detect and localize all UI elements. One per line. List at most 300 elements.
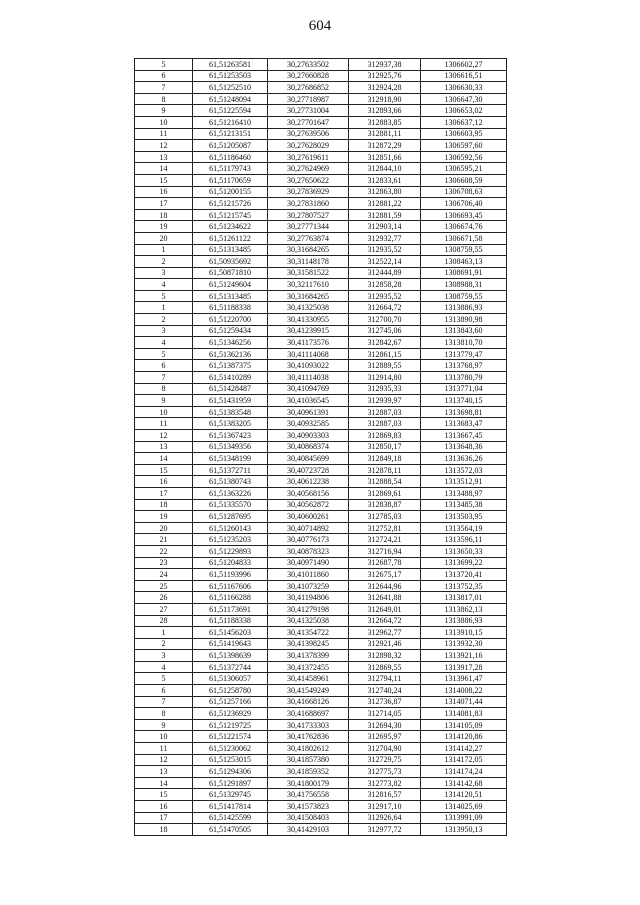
- point-number-cell: 4: [135, 337, 193, 349]
- point-number-cell: 15: [135, 789, 193, 801]
- x-coordinate-cell: 312700,70: [349, 314, 421, 326]
- longitude-cell: 30,40600261: [268, 511, 349, 523]
- longitude-cell: 30,41398245: [268, 638, 349, 650]
- x-coordinate-cell: 312752,81: [349, 522, 421, 534]
- longitude-cell: 30,41239915: [268, 325, 349, 337]
- x-coordinate-cell: 312893,66: [349, 105, 421, 117]
- latitude-cell: 61,51249604: [193, 279, 268, 291]
- point-number-cell: 13: [135, 151, 193, 163]
- longitude-cell: 30,41429103: [268, 824, 349, 836]
- latitude-cell: 61,51200155: [193, 186, 268, 198]
- point-number-cell: 20: [135, 522, 193, 534]
- y-coordinate-cell: 1314120,51: [421, 789, 507, 801]
- x-coordinate-cell: 312925,76: [349, 70, 421, 82]
- y-coordinate-cell: 1314120,86: [421, 731, 507, 743]
- x-coordinate-cell: 312844,10: [349, 163, 421, 175]
- latitude-cell: 61,51363226: [193, 487, 268, 499]
- x-coordinate-cell: 312816,57: [349, 789, 421, 801]
- latitude-cell: 61,51258780: [193, 685, 268, 697]
- table-row: [135, 824, 507, 836]
- y-coordinate-cell: 1308463,13: [421, 256, 507, 268]
- point-number-cell: 26: [135, 592, 193, 604]
- y-coordinate-cell: 1314172,05: [421, 754, 507, 766]
- point-number-cell: 16: [135, 476, 193, 488]
- y-coordinate-cell: 1314142,27: [421, 743, 507, 755]
- latitude-cell: 61,51213151: [193, 128, 268, 140]
- x-coordinate-cell: 312883,85: [349, 116, 421, 128]
- y-coordinate-cell: 1313771,04: [421, 383, 507, 395]
- table-row: [135, 360, 507, 372]
- latitude-cell: 61,51248094: [193, 93, 268, 105]
- table-row: [135, 325, 507, 337]
- latitude-cell: 61,51234622: [193, 221, 268, 233]
- table-row: [135, 673, 507, 685]
- latitude-cell: 61,51367423: [193, 430, 268, 442]
- table-row: [135, 696, 507, 708]
- point-number-cell: 21: [135, 534, 193, 546]
- latitude-cell: 61,51456203: [193, 627, 268, 639]
- y-coordinate-cell: 1313683,47: [421, 418, 507, 430]
- latitude-cell: 61,51167606: [193, 580, 268, 592]
- table-row: [135, 534, 507, 546]
- latitude-cell: 61,51229893: [193, 545, 268, 557]
- latitude-cell: 61,51166288: [193, 592, 268, 604]
- table-row: [135, 453, 507, 465]
- table-row: [135, 279, 507, 291]
- point-number-cell: 3: [135, 650, 193, 662]
- x-coordinate-cell: 312935,52: [349, 290, 421, 302]
- latitude-cell: 61,51193996: [193, 569, 268, 581]
- longitude-cell: 30,40568156: [268, 487, 349, 499]
- table-row: [135, 198, 507, 210]
- latitude-cell: 61,51417814: [193, 801, 268, 813]
- y-coordinate-cell: 1313961,47: [421, 673, 507, 685]
- x-coordinate-cell: 312935,33: [349, 383, 421, 395]
- x-coordinate-cell: 312962,77: [349, 627, 421, 639]
- point-number-cell: 14: [135, 163, 193, 175]
- point-number-cell: 10: [135, 406, 193, 418]
- x-coordinate-cell: 312889,55: [349, 360, 421, 372]
- longitude-cell: 30,41093022: [268, 360, 349, 372]
- table-row: [135, 545, 507, 557]
- point-number-cell: 9: [135, 719, 193, 731]
- point-number-cell: 7: [135, 372, 193, 384]
- table-row: [135, 708, 507, 720]
- latitude-cell: 61,50935692: [193, 256, 268, 268]
- latitude-cell: 61,51313485: [193, 244, 268, 256]
- y-coordinate-cell: 1313572,03: [421, 464, 507, 476]
- x-coordinate-cell: 312917,10: [349, 801, 421, 813]
- latitude-cell: 61,51380743: [193, 476, 268, 488]
- latitude-cell: 61,51428487: [193, 383, 268, 395]
- longitude-cell: 30,41688697: [268, 708, 349, 720]
- table-row: [135, 557, 507, 569]
- longitude-cell: 30,41756558: [268, 789, 349, 801]
- longitude-cell: 30,41094769: [268, 383, 349, 395]
- table-row: [135, 685, 507, 697]
- longitude-cell: 30,32117610: [268, 279, 349, 291]
- point-number-cell: 8: [135, 383, 193, 395]
- table-row: [135, 777, 507, 789]
- latitude-cell: 61,51230062: [193, 743, 268, 755]
- x-coordinate-cell: 312888,54: [349, 476, 421, 488]
- x-coordinate-cell: 312881,22: [349, 198, 421, 210]
- page-number: 604: [308, 18, 332, 34]
- x-coordinate-cell: 312664,72: [349, 302, 421, 314]
- longitude-cell: 30,27701647: [268, 116, 349, 128]
- longitude-cell: 30,27731004: [268, 105, 349, 117]
- latitude-cell: 61,51398639: [193, 650, 268, 662]
- x-coordinate-cell: 312849,18: [349, 453, 421, 465]
- table-row: [135, 82, 507, 94]
- y-coordinate-cell: 1306653,02: [421, 105, 507, 117]
- point-number-cell: 17: [135, 198, 193, 210]
- table-row: [135, 569, 507, 581]
- y-coordinate-cell: 1314142,68: [421, 777, 507, 789]
- latitude-cell: 61,51253503: [193, 70, 268, 82]
- table-row: [135, 719, 507, 731]
- table-row: [135, 754, 507, 766]
- longitude-cell: 30,41668126: [268, 696, 349, 708]
- y-coordinate-cell: 1314008,22: [421, 685, 507, 697]
- latitude-cell: 61,51372711: [193, 464, 268, 476]
- longitude-cell: 30,40868374: [268, 441, 349, 453]
- point-number-cell: 11: [135, 418, 193, 430]
- longitude-cell: 30,31684265: [268, 290, 349, 302]
- latitude-cell: 61,51349356: [193, 441, 268, 453]
- y-coordinate-cell: 1314105,09: [421, 719, 507, 731]
- table-row: [135, 372, 507, 384]
- longitude-cell: 30,41857380: [268, 754, 349, 766]
- point-number-cell: 6: [135, 70, 193, 82]
- latitude-cell: 61,51383205: [193, 418, 268, 430]
- x-coordinate-cell: 312729,75: [349, 754, 421, 766]
- y-coordinate-cell: 1313817,01: [421, 592, 507, 604]
- point-number-cell: 2: [135, 256, 193, 268]
- point-number-cell: 3: [135, 267, 193, 279]
- table-row: [135, 348, 507, 360]
- x-coordinate-cell: 312921,46: [349, 638, 421, 650]
- x-coordinate-cell: 312775,73: [349, 766, 421, 778]
- x-coordinate-cell: 312851,66: [349, 151, 421, 163]
- point-number-cell: 17: [135, 812, 193, 824]
- y-coordinate-cell: 1313503,95: [421, 511, 507, 523]
- x-coordinate-cell: 312714,05: [349, 708, 421, 720]
- point-number-cell: 17: [135, 487, 193, 499]
- point-number-cell: 5: [135, 290, 193, 302]
- longitude-cell: 30,41354722: [268, 627, 349, 639]
- point-number-cell: 18: [135, 499, 193, 511]
- table-row: [135, 464, 507, 476]
- table-row: [135, 476, 507, 488]
- longitude-cell: 30,41859352: [268, 766, 349, 778]
- table-row: [135, 395, 507, 407]
- table-row: [135, 789, 507, 801]
- y-coordinate-cell: 1306706,40: [421, 198, 507, 210]
- longitude-cell: 30,27763874: [268, 232, 349, 244]
- y-coordinate-cell: 1306597,60: [421, 140, 507, 152]
- table-row: [135, 615, 507, 627]
- table-row: [135, 290, 507, 302]
- point-number-cell: 11: [135, 743, 193, 755]
- coordinates-table-body: [135, 59, 507, 836]
- longitude-cell: 30,40845699: [268, 453, 349, 465]
- latitude-cell: 61,51306057: [193, 673, 268, 685]
- latitude-cell: 61,51220700: [193, 314, 268, 326]
- table-row: [135, 812, 507, 824]
- x-coordinate-cell: 312833,61: [349, 174, 421, 186]
- y-coordinate-cell: 1314071,44: [421, 696, 507, 708]
- latitude-cell: 61,51204833: [193, 557, 268, 569]
- point-number-cell: 6: [135, 360, 193, 372]
- point-number-cell: 4: [135, 661, 193, 673]
- point-number-cell: 12: [135, 754, 193, 766]
- longitude-cell: 30,27660828: [268, 70, 349, 82]
- x-coordinate-cell: 312695,97: [349, 731, 421, 743]
- y-coordinate-cell: 1314174,24: [421, 766, 507, 778]
- latitude-cell: 61,51431959: [193, 395, 268, 407]
- latitude-cell: 61,51186460: [193, 151, 268, 163]
- longitude-cell: 30,27831860: [268, 198, 349, 210]
- y-coordinate-cell: 1313917,28: [421, 661, 507, 673]
- table-row: [135, 163, 507, 175]
- table-row: [135, 650, 507, 662]
- y-coordinate-cell: 1313921,16: [421, 650, 507, 662]
- y-coordinate-cell: 1313932,30: [421, 638, 507, 650]
- table-row: [135, 151, 507, 163]
- longitude-cell: 30,41508403: [268, 812, 349, 824]
- y-coordinate-cell: 1313488,97: [421, 487, 507, 499]
- table-row: [135, 499, 507, 511]
- table-row: [135, 267, 507, 279]
- x-coordinate-cell: 312773,82: [349, 777, 421, 789]
- table-row: [135, 105, 507, 117]
- latitude-cell: 61,51313485: [193, 290, 268, 302]
- longitude-cell: 30,41330955: [268, 314, 349, 326]
- x-coordinate-cell: 312444,89: [349, 267, 421, 279]
- x-coordinate-cell: 312869,83: [349, 430, 421, 442]
- y-coordinate-cell: 1313779,47: [421, 348, 507, 360]
- table-row: [135, 511, 507, 523]
- table-row: [135, 441, 507, 453]
- y-coordinate-cell: 1308759,55: [421, 290, 507, 302]
- table-row: [135, 314, 507, 326]
- x-coordinate-cell: 312794,11: [349, 673, 421, 685]
- y-coordinate-cell: 1308988,31: [421, 279, 507, 291]
- point-number-cell: 4: [135, 279, 193, 291]
- longitude-cell: 30,41549249: [268, 685, 349, 697]
- x-coordinate-cell: 312740,24: [349, 685, 421, 697]
- point-number-cell: 28: [135, 615, 193, 627]
- y-coordinate-cell: 1306592,56: [421, 151, 507, 163]
- y-coordinate-cell: 1306693,45: [421, 209, 507, 221]
- y-coordinate-cell: 1306602,27: [421, 59, 507, 71]
- longitude-cell: 30,40776173: [268, 534, 349, 546]
- longitude-cell: 30,41458961: [268, 673, 349, 685]
- y-coordinate-cell: 1313886,93: [421, 615, 507, 627]
- table-row: [135, 59, 507, 71]
- point-number-cell: 20: [135, 232, 193, 244]
- longitude-cell: 30,41325038: [268, 615, 349, 627]
- y-coordinate-cell: 1306647,30: [421, 93, 507, 105]
- x-coordinate-cell: 312687,78: [349, 557, 421, 569]
- table-row: [135, 418, 507, 430]
- point-number-cell: 2: [135, 638, 193, 650]
- latitude-cell: 61,51236929: [193, 708, 268, 720]
- table-row: [135, 592, 507, 604]
- table-row: [135, 743, 507, 755]
- longitude-cell: 30,41762836: [268, 731, 349, 743]
- latitude-cell: 61,51410289: [193, 372, 268, 384]
- table-row: [135, 93, 507, 105]
- y-coordinate-cell: 1313512,91: [421, 476, 507, 488]
- longitude-cell: 30,41036545: [268, 395, 349, 407]
- latitude-cell: 61,51188338: [193, 302, 268, 314]
- x-coordinate-cell: 312932,77: [349, 232, 421, 244]
- table-row: [135, 128, 507, 140]
- point-number-cell: 12: [135, 430, 193, 442]
- latitude-cell: 61,51291897: [193, 777, 268, 789]
- longitude-cell: 30,27836929: [268, 186, 349, 198]
- table-row: [135, 256, 507, 268]
- longitude-cell: 30,41073259: [268, 580, 349, 592]
- y-coordinate-cell: 1313862,13: [421, 603, 507, 615]
- y-coordinate-cell: 1306616,51: [421, 70, 507, 82]
- x-coordinate-cell: 312842,67: [349, 337, 421, 349]
- y-coordinate-cell: 1308691,91: [421, 267, 507, 279]
- x-coordinate-cell: 312918,90: [349, 93, 421, 105]
- x-coordinate-cell: 312745,06: [349, 325, 421, 337]
- table-row: [135, 70, 507, 82]
- longitude-cell: 30,27628029: [268, 140, 349, 152]
- x-coordinate-cell: 312878,11: [349, 464, 421, 476]
- latitude-cell: 61,51263581: [193, 59, 268, 71]
- table-row: [135, 603, 507, 615]
- longitude-cell: 30,27624969: [268, 163, 349, 175]
- latitude-cell: 61,51235203: [193, 534, 268, 546]
- y-coordinate-cell: 1313886,93: [421, 302, 507, 314]
- point-number-cell: 1: [135, 302, 193, 314]
- table-row: [135, 522, 507, 534]
- x-coordinate-cell: 312939,97: [349, 395, 421, 407]
- longitude-cell: 30,31148178: [268, 256, 349, 268]
- x-coordinate-cell: 312869,55: [349, 661, 421, 673]
- latitude-cell: 61,51419643: [193, 638, 268, 650]
- longitude-cell: 30,41325038: [268, 302, 349, 314]
- point-number-cell: 19: [135, 511, 193, 523]
- point-number-cell: 18: [135, 824, 193, 836]
- y-coordinate-cell: 1313991,09: [421, 812, 507, 824]
- latitude-cell: 61,51294306: [193, 766, 268, 778]
- table-row: [135, 244, 507, 256]
- latitude-cell: 61,51348199: [193, 453, 268, 465]
- table-row: [135, 116, 507, 128]
- table-row: [135, 186, 507, 198]
- y-coordinate-cell: 1313768,97: [421, 360, 507, 372]
- point-number-cell: 8: [135, 93, 193, 105]
- y-coordinate-cell: 1313667,45: [421, 430, 507, 442]
- longitude-cell: 30,41802612: [268, 743, 349, 755]
- point-number-cell: 19: [135, 221, 193, 233]
- point-number-cell: 9: [135, 395, 193, 407]
- y-coordinate-cell: 1313843,60: [421, 325, 507, 337]
- table-row: [135, 580, 507, 592]
- longitude-cell: 30,40903303: [268, 430, 349, 442]
- latitude-cell: 61,51219725: [193, 719, 268, 731]
- latitude-cell: 61,51225594: [193, 105, 268, 117]
- y-coordinate-cell: 1313740,15: [421, 395, 507, 407]
- longitude-cell: 30,40961391: [268, 406, 349, 418]
- x-coordinate-cell: 312724,21: [349, 534, 421, 546]
- y-coordinate-cell: 1313910,15: [421, 627, 507, 639]
- latitude-cell: 61,51287695: [193, 511, 268, 523]
- x-coordinate-cell: 312937,38: [349, 59, 421, 71]
- longitude-cell: 30,31581522: [268, 267, 349, 279]
- latitude-cell: 61,51173691: [193, 603, 268, 615]
- longitude-cell: 30,31684265: [268, 244, 349, 256]
- longitude-cell: 30,27633502: [268, 59, 349, 71]
- latitude-cell: 61,51188338: [193, 615, 268, 627]
- x-coordinate-cell: 312863,80: [349, 186, 421, 198]
- latitude-cell: 61,51329745: [193, 789, 268, 801]
- longitude-cell: 30,40932585: [268, 418, 349, 430]
- point-number-cell: 16: [135, 186, 193, 198]
- longitude-cell: 30,27686852: [268, 82, 349, 94]
- point-number-cell: 14: [135, 777, 193, 789]
- latitude-cell: 61,51260143: [193, 522, 268, 534]
- point-number-cell: 18: [135, 209, 193, 221]
- x-coordinate-cell: 312887,03: [349, 406, 421, 418]
- point-number-cell: 8: [135, 708, 193, 720]
- table-row: [135, 731, 507, 743]
- x-coordinate-cell: 312881,11: [349, 128, 421, 140]
- y-coordinate-cell: 1313596,11: [421, 534, 507, 546]
- x-coordinate-cell: 312716,94: [349, 545, 421, 557]
- point-number-cell: 23: [135, 557, 193, 569]
- point-number-cell: 1: [135, 627, 193, 639]
- latitude-cell: 61,51215745: [193, 209, 268, 221]
- table-row: [135, 406, 507, 418]
- longitude-cell: 30,40562872: [268, 499, 349, 511]
- x-coordinate-cell: 312869,61: [349, 487, 421, 499]
- y-coordinate-cell: 1313564,19: [421, 522, 507, 534]
- latitude-cell: 61,51362136: [193, 348, 268, 360]
- latitude-cell: 61,51252510: [193, 82, 268, 94]
- point-number-cell: 10: [135, 731, 193, 743]
- point-number-cell: 2: [135, 314, 193, 326]
- longitude-cell: 30,27718987: [268, 93, 349, 105]
- x-coordinate-cell: 312649,01: [349, 603, 421, 615]
- longitude-cell: 30,27619611: [268, 151, 349, 163]
- y-coordinate-cell: 1313485,38: [421, 499, 507, 511]
- table-row: [135, 801, 507, 813]
- table-row: [135, 221, 507, 233]
- latitude-cell: 61,51259434: [193, 325, 268, 337]
- point-number-cell: 15: [135, 174, 193, 186]
- point-number-cell: 7: [135, 696, 193, 708]
- x-coordinate-cell: 312914,80: [349, 372, 421, 384]
- table-row: [135, 209, 507, 221]
- y-coordinate-cell: 1313698,81: [421, 406, 507, 418]
- x-coordinate-cell: 312924,28: [349, 82, 421, 94]
- table-row: [135, 383, 507, 395]
- latitude-cell: 61,51383548: [193, 406, 268, 418]
- table-row: [135, 638, 507, 650]
- point-number-cell: 5: [135, 348, 193, 360]
- x-coordinate-cell: 312785,03: [349, 511, 421, 523]
- y-coordinate-cell: 1306603,95: [421, 128, 507, 140]
- table-row: [135, 337, 507, 349]
